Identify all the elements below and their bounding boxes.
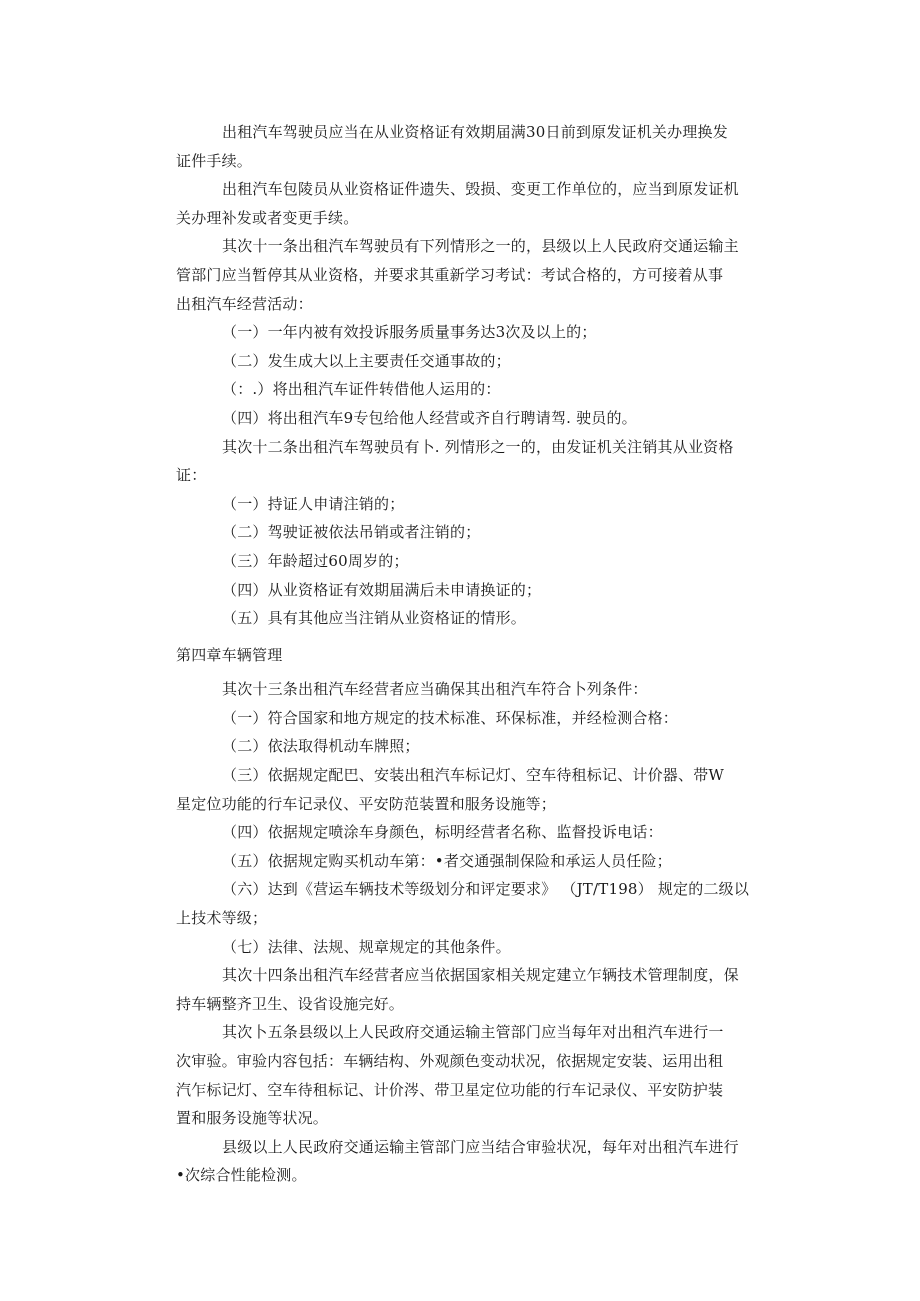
text-line: 证件手续。	[176, 151, 253, 170]
list-item: （二）驾驶证被依法吊销或者注销的；	[222, 523, 481, 542]
text-line: 关办理补发或者变更手续。	[176, 208, 359, 227]
list-item: （二）依法取得机动车牌照；	[222, 737, 420, 756]
list-item: （二）发生成大以上主要责任交通事故的；	[222, 351, 511, 370]
text-line: 出租汽车包陵员从业资格证件遗失、毁损、变更工作单位的，应当到原发证机	[222, 180, 739, 199]
document-page	[176, 118, 752, 1190]
chapter-heading: 第四章车辆管理	[176, 645, 283, 664]
text-line: 置和服务设施等状况。	[176, 1109, 329, 1128]
text-line: 出租汽车经营活动：	[176, 294, 313, 313]
text-line: 星定位功能的行车记录仪、平安防范装置和服务设施等；	[176, 794, 557, 813]
text-line: 其次十二条出租汽车驾驶员有卜. 列情形之一的，由发证机关注销其从业资格	[222, 437, 734, 456]
list-item: （四）依据规定喷涂车身颜色，标明经营者名称、监督投诉电话：	[222, 823, 663, 842]
text-line: 县级以上人民政府交通运输主管部门应当结合审验状况，每年对出租汽车进行	[222, 1137, 739, 1156]
text-line: 其次十四条出租汽车经营者应当依据国家相关规定建立乍辆技术管理制度，保	[222, 966, 739, 985]
text-line: 汽乍标记灯、空车待租标记、计价涔、带卫星定位功能的行车记录仪、平安防护装	[176, 1080, 724, 1099]
list-item: （五）依据规定购买机动车第：•者交通强制保险和承运人员任险；	[222, 851, 672, 870]
list-item: （一）一年内被有效投诉服务质量事务达3次及以上的；	[222, 323, 597, 342]
text-line: 出租汽车驾驶员应当在从业资格证有效期届满30日前到原发证机关办理换发	[222, 123, 728, 141]
list-item: （三）依据规定配巴、安装出租汽车标记灯、空车待租标记、计价器、带W	[222, 766, 725, 785]
list-item: （七）法律、法规、规章规定的其他条件。	[222, 937, 511, 956]
list-item: （五）具有其他应当注销从业资格证的情形。	[222, 609, 527, 628]
list-item: （一）符合国家和地方规定的技术标准、环保标准，并经检测合格：	[222, 708, 679, 727]
text-line: 管部门应当暂停其从业资格，并要求其重新学习考试：考试合格的，方可接着从事	[176, 265, 724, 284]
text-line: 持车辆整齐卫生、设省设施完好。	[176, 994, 405, 1013]
text-line: 其次十三条出租汽车经营者应当确保其出租汽车符合卜列条件：	[222, 680, 648, 699]
list-item: （四）将出租汽车9专包给他人经营或齐自行聘请驾. 驶员的。	[222, 408, 637, 427]
list-item: （三）年龄超过60周岁的；	[222, 551, 409, 570]
list-item: （一）持证人申请注销的；	[222, 494, 405, 513]
text-line: 上技术等级；	[176, 909, 268, 928]
text-line: 其次卜五条县级以上人民政府交通运输主管部门应当每年对出租汽车进行一	[222, 1023, 724, 1042]
list-item: （六）达到《营运车辆技术等级划分和评定要求》 （JT/T198） 规定的二级以	[222, 880, 750, 899]
text-line: •次综合性能检测。	[176, 1166, 307, 1185]
list-item: （四）从业资格证有效期届满后未申请换证的；	[222, 580, 542, 599]
text-line: 次审验。审验内容包括：车辆结构、外观颜色变动状况，依据规定安装、运用出租	[176, 1052, 724, 1070]
text-line: 其次十一条出租汽车驾驶员有下列情形之一的，县级以上人民政府交通运输主	[222, 237, 739, 256]
list-item: （：.）将出租汽车证件转借他人运用的：	[222, 380, 501, 399]
text-line: 证：	[176, 466, 207, 485]
